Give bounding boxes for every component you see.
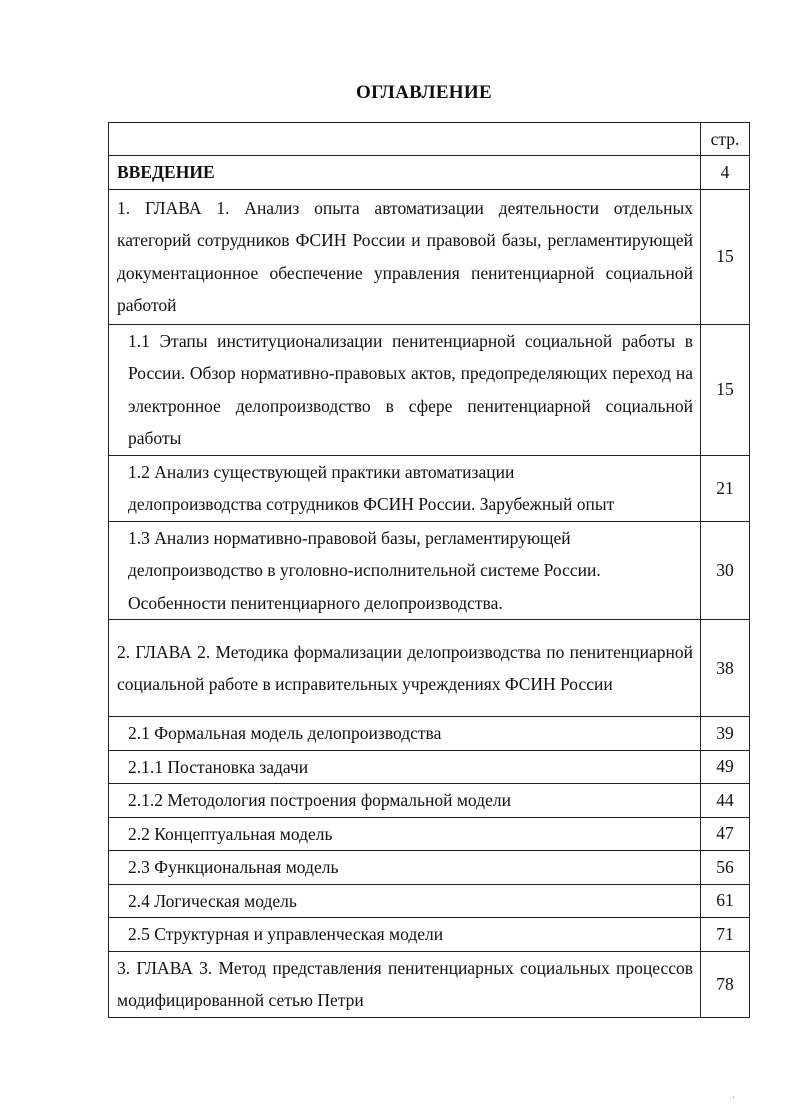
toc-row-intro xyxy=(109,156,750,190)
toc-entry-page: 78 xyxy=(701,951,750,1017)
toc-header-row xyxy=(109,123,750,156)
toc-row-section-2-4 xyxy=(109,884,750,918)
toc-entry-line: 1.3 Анализ нормативно-правовой базы, регламентирующей xyxy=(128,527,571,548)
toc-entry-title: 1.1 Этапы институционализации пенитенциарной социальной работы в России. Обзор нормативно-правовых актов, предопределяющих переход на электронное делопроизводство в сфере пенитенциарной социальной работы xyxy=(109,324,701,455)
toc-row-section-2-1 xyxy=(109,717,750,751)
toc-entry-page: 15 xyxy=(701,324,750,455)
toc-row-section-2-3 xyxy=(109,851,750,885)
toc-entry-page: 44 xyxy=(701,784,750,818)
toc-row-section-1-1 xyxy=(109,324,750,455)
toc-row-chapter-1 xyxy=(109,189,750,324)
toc-row-section-2-1-1 xyxy=(109,750,750,784)
toc-entry-title: 1. ГЛАВА 1. Анализ опыта автоматизации деятельности отдельных категорий сотрудников ФСИН России и правовой базы, регламентирующей документационное обеспечение управления пенитенциарной социальной работой xyxy=(109,189,701,324)
toc-row-section-2-5 xyxy=(109,918,750,952)
toc-entry-line: Особенности пенитенциарного делопроизводства. xyxy=(128,592,503,613)
toc-table xyxy=(108,122,750,1018)
toc-row-section-1-3 xyxy=(109,521,750,620)
toc-entry-page: 49 xyxy=(701,750,750,784)
toc-entry-page: 71 xyxy=(701,918,750,952)
toc-entry-title: 2.1.1 Постановка задачи xyxy=(109,750,701,784)
toc-entry-line: делопроизводства сотрудников ФСИН России. Зарубежный опыт xyxy=(128,494,615,514)
toc-row-section-1-2 xyxy=(109,455,750,521)
scan-speck xyxy=(733,1097,734,1098)
toc-entry-title: 2.4 Логическая модель xyxy=(109,884,701,918)
toc-entry-page: 39 xyxy=(701,717,750,751)
toc-entry-page: 38 xyxy=(701,620,750,717)
toc-entry-line: 1.2 Анализ существующей практики автоматизации xyxy=(128,461,515,482)
toc-row-section-2-1-2 xyxy=(109,784,750,818)
toc-entry-line: делопроизводство в уголовно-исполнительной системе России. xyxy=(128,560,601,580)
toc-entry-title xyxy=(109,521,701,620)
toc-entry-title: 2.1.2 Методология построения формальной модели xyxy=(109,784,701,818)
toc-row-chapter-3 xyxy=(109,951,750,1017)
toc-entry-title: 2.3 Функциональная модель xyxy=(109,851,701,885)
toc-entry-page: 47 xyxy=(701,817,750,851)
toc-header-title xyxy=(109,123,701,156)
toc-header-page: стр. xyxy=(701,123,750,156)
toc-row-chapter-2 xyxy=(109,620,750,717)
toc-entry-page: 30 xyxy=(701,521,750,620)
toc-entry-title xyxy=(109,455,701,521)
toc-entry-title: 2.5 Структурная и управленческая модели xyxy=(109,918,701,952)
toc-entry-page: 56 xyxy=(701,851,750,885)
toc-entry-page: 4 xyxy=(701,156,750,190)
toc-entry-title: 3. ГЛАВА 3. Метод представления пенитенциарных социальных процессов модифицированной сетью Петри xyxy=(109,951,701,1017)
toc-entry-page: 15 xyxy=(701,189,750,324)
toc-entry-title: 2.2 Концептуальная модель xyxy=(109,817,701,851)
toc-entry-page: 21 xyxy=(701,455,750,521)
toc-row-section-2-2 xyxy=(109,817,750,851)
page-title: ОГЛАВЛЕНИЕ xyxy=(356,82,492,103)
toc-entry-title: 2.1 Формальная модель делопроизводства xyxy=(109,717,701,751)
toc-entry-title: ВВЕДЕНИЕ xyxy=(109,156,701,190)
toc-entry-title: 2. ГЛАВА 2. Методика формализации делопроизводства по пенитенциарной социальной работе в исправительных учреждениях ФСИН России xyxy=(109,620,701,717)
toc-entry-page: 61 xyxy=(701,884,750,918)
